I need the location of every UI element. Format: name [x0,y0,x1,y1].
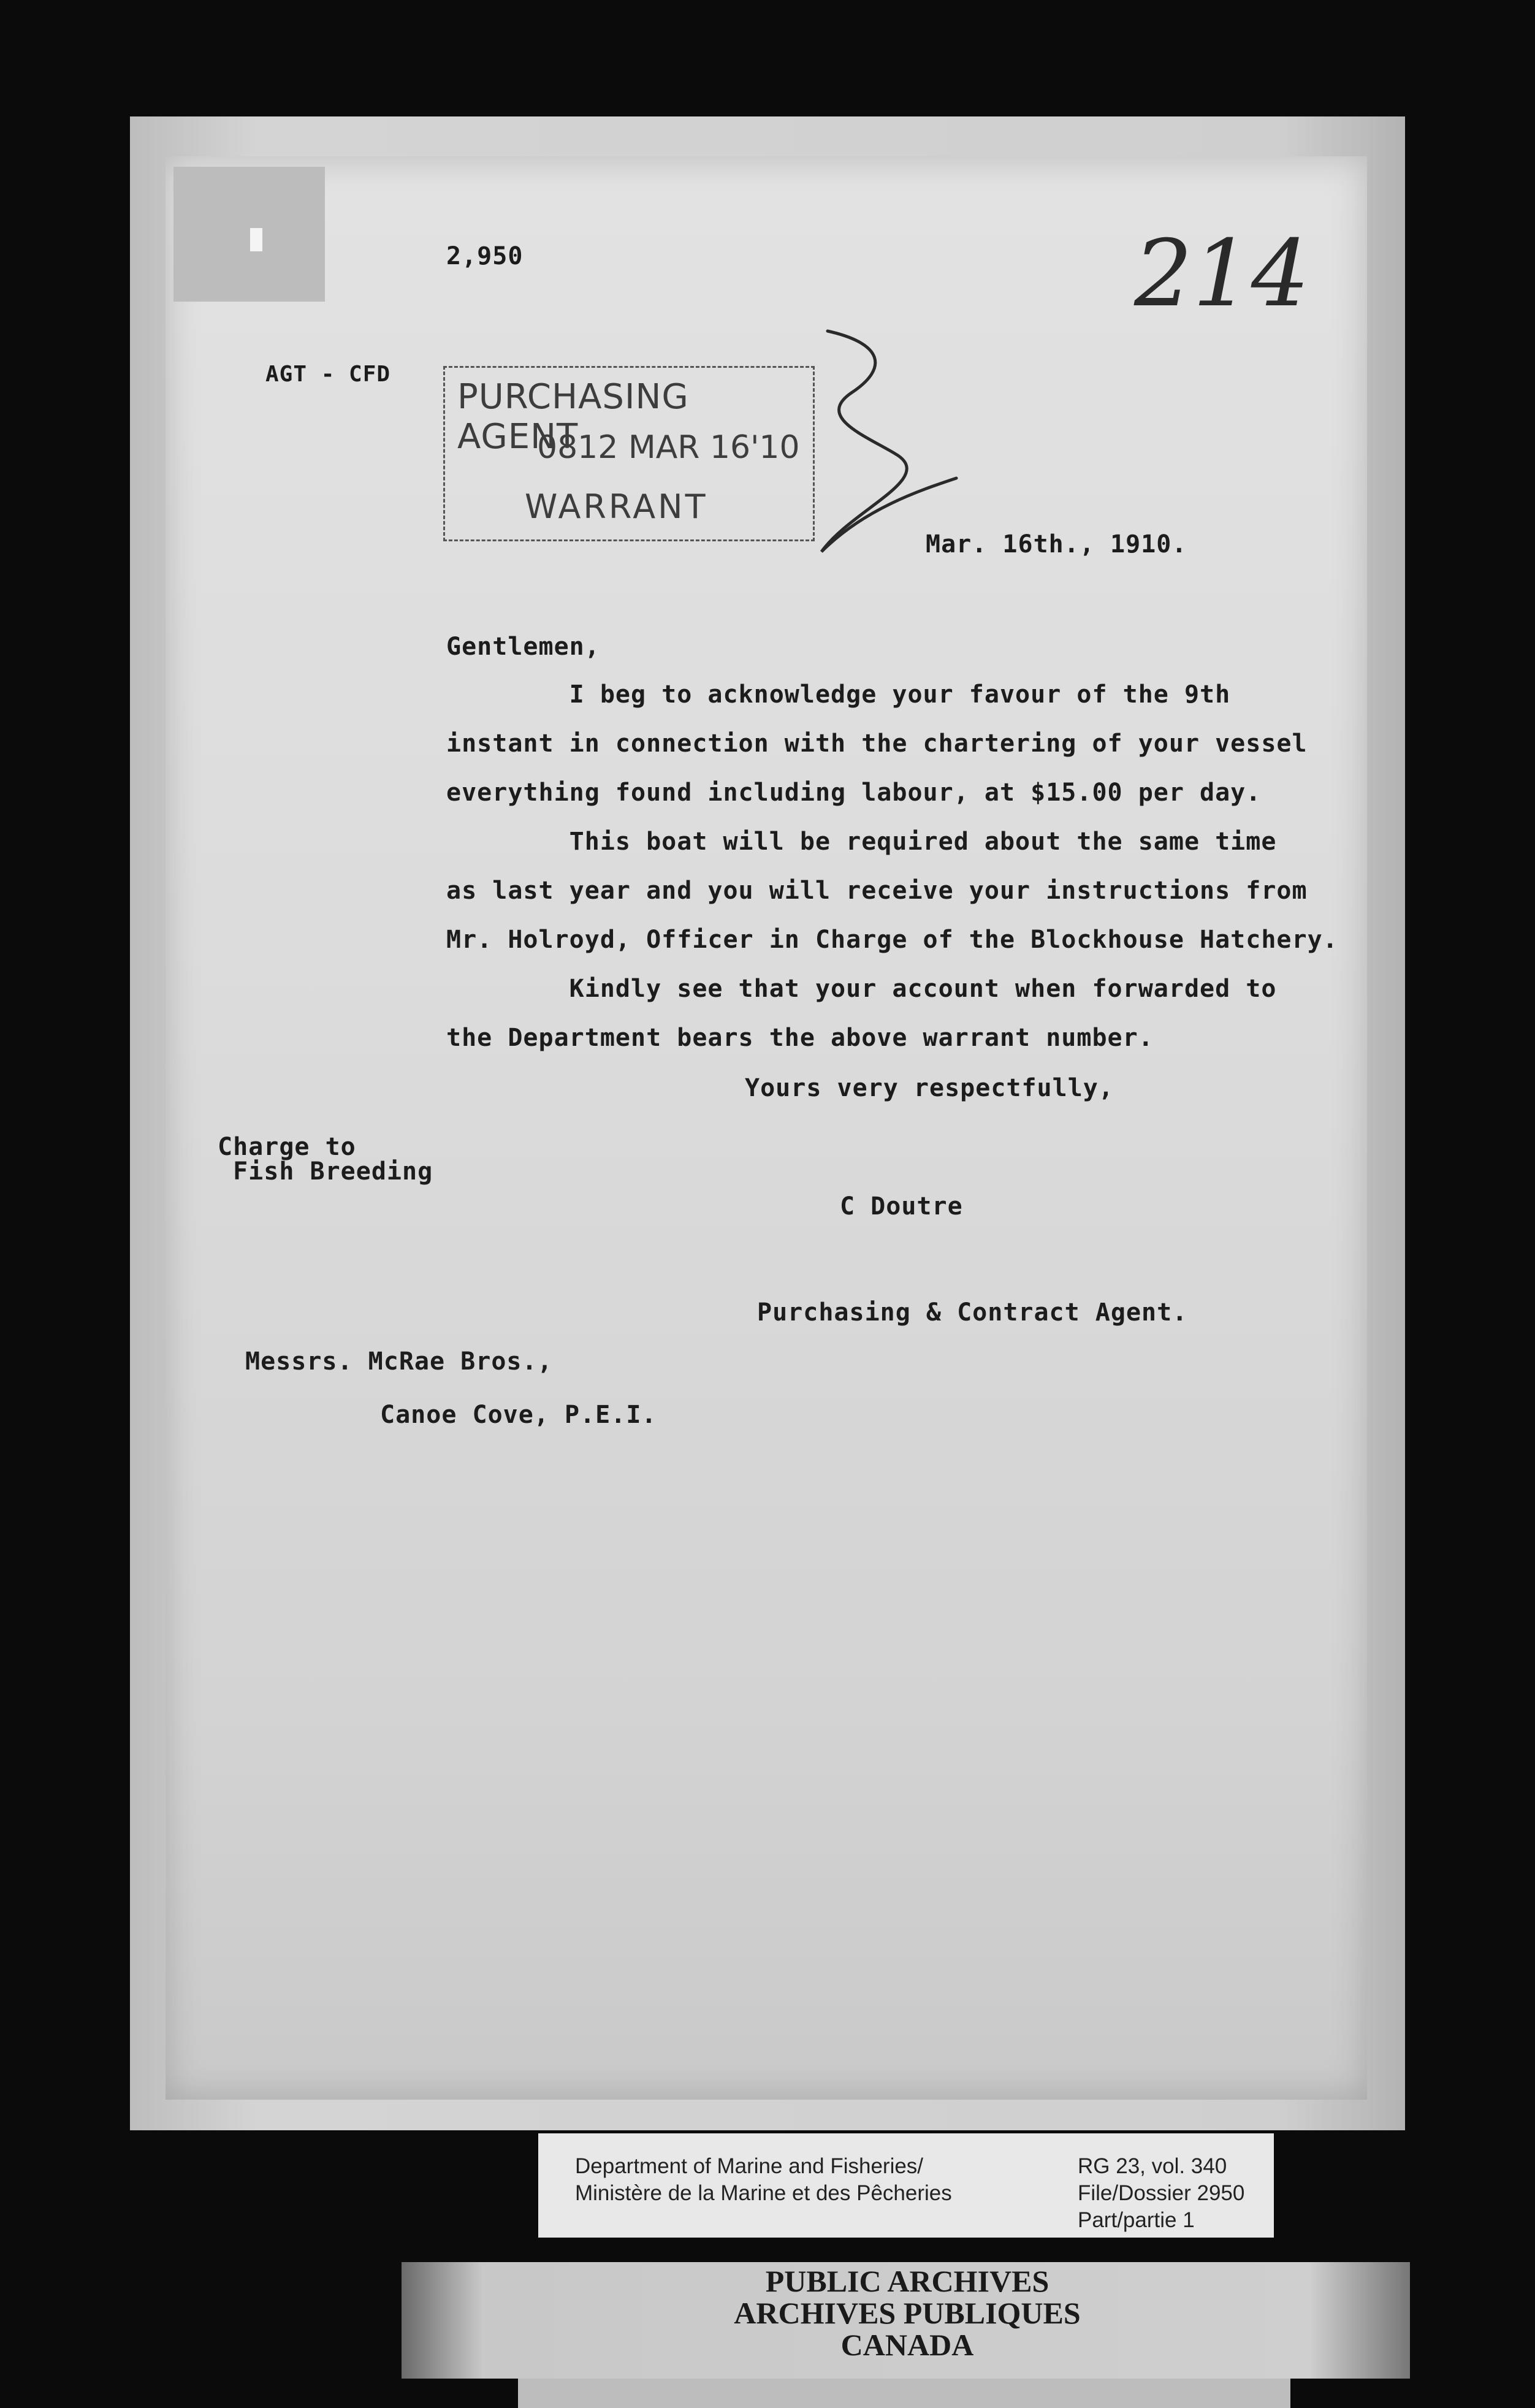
archives-line: ARCHIVES PUBLIQUES [734,2296,1081,2330]
corner-tab [173,167,325,302]
stamp-date: 0812 MAR 16'10 [537,429,800,466]
charge-line: Charge to [218,1133,356,1161]
signature: C Doutre [840,1192,963,1221]
closing: Yours very respectfully, [745,1074,1114,1102]
body-line: This boat will be required about the same time [446,828,1277,856]
signature-title: Purchasing & Contract Agent. [757,1298,1188,1327]
department-line: Department of Marine and Fisheries/ [575,2154,924,2178]
reference-line: Part/partie 1 [1078,2208,1195,2232]
department-line: Ministère de la Marine et des Pêcheries [575,2181,952,2205]
reference-line: RG 23, vol. 340 [1078,2154,1227,2178]
charge-line: Fish Breeding [218,1157,433,1186]
bottom-strip [518,2379,1290,2408]
body-line: Mr. Holroyd, Officer in Charge of the Blockhouse Hatchery. [446,926,1338,954]
salutation: Gentlemen, [446,633,600,661]
recipient-address: Canoe Cove, P.E.I. [380,1401,657,1429]
file-number: 2,950 [446,242,524,270]
body-line: Kindly see that your account when forwarded to [446,975,1277,1003]
body-line: the Department bears the above warrant number. [446,1024,1154,1052]
body-line: instant in connection with the chartering of your vessel [446,730,1308,758]
handwritten-number: 214 [1134,221,1310,327]
archives-line: CANADA [840,2328,974,2362]
handwritten-flourish [815,325,962,558]
purchasing-agent-stamp [443,366,815,541]
archive-department [575,2153,952,2207]
archive-label [538,2133,1274,2238]
letter-date: Mar. 16th., 1910. [926,530,1187,558]
body-line: everything found including labour, at $15.00 per day. [446,779,1262,807]
reference-line: File/Dossier 2950 [1078,2181,1245,2205]
corner-mark [250,228,262,251]
reference-code: AGT - CFD [265,362,391,387]
stamp-warrant: WARRANT [525,487,708,526]
body-line: as last year and you will receive your instructions from [446,877,1308,905]
stamp-title: PURCHASING AGENT [457,377,689,457]
body-line: I beg to acknowledge your favour of the 9th [446,680,1231,709]
archives-line: PUBLIC ARCHIVES [765,2264,1049,2298]
recipient-name: Messrs. McRae Bros., [245,1347,553,1376]
archive-reference [1078,2153,1244,2234]
archives-title [674,2265,1140,2361]
